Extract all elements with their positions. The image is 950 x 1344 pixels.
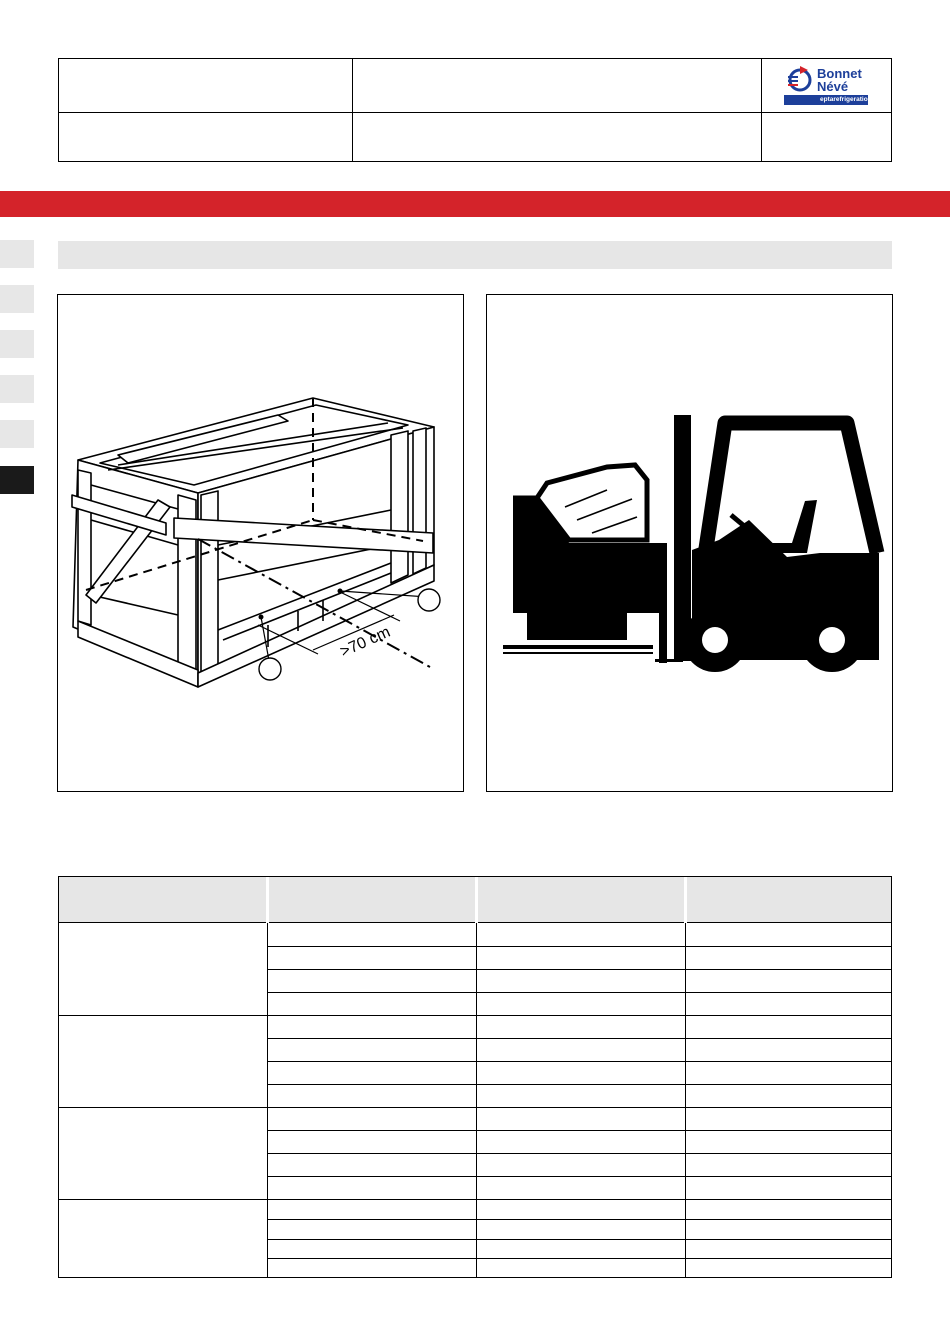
table-column-separator (476, 923, 477, 1277)
table-row (267, 1038, 891, 1039)
header-divider (352, 59, 353, 161)
side-tab[interactable] (0, 375, 34, 403)
pallet-line (503, 652, 653, 654)
lifting-point-marker (338, 589, 343, 594)
table-row (267, 1061, 891, 1062)
table-column-separator (685, 923, 686, 1277)
side-tab[interactable] (0, 240, 34, 268)
logo-brand-line1: Bonnet (817, 66, 862, 81)
table-header-separator (475, 877, 478, 923)
side-tab-active[interactable] (0, 466, 34, 494)
spec-table (58, 876, 892, 1278)
table-group-separator (59, 1107, 891, 1108)
table-row (267, 946, 891, 947)
table-row (267, 1176, 891, 1177)
section-title-bar (58, 241, 892, 269)
pallet-line (503, 645, 653, 649)
section-bar (0, 191, 950, 217)
table-header-separator (266, 877, 269, 923)
table-column-separator (267, 923, 268, 1277)
crate-illustration (58, 295, 463, 791)
logo-tagline: eptarefrigeration (820, 96, 872, 103)
table-row (267, 1258, 891, 1259)
document-header (58, 58, 892, 162)
lifting-point-marker (259, 615, 264, 620)
table-row (267, 992, 891, 993)
callout-circle (418, 589, 440, 611)
table-row (267, 1153, 891, 1154)
table-row (267, 969, 891, 970)
table-header-separator (684, 877, 687, 923)
header-divider (59, 112, 891, 113)
logo-brand-line2: Névé (817, 79, 849, 94)
crate-figure-panel (57, 294, 464, 792)
header-divider (761, 59, 762, 161)
side-tab[interactable] (0, 285, 34, 313)
table-group-separator (59, 1199, 891, 1200)
table-row (267, 1084, 891, 1085)
bonnet-neve-logo (784, 64, 872, 106)
logo-mark-icon (784, 64, 816, 94)
callout-circle (259, 658, 281, 680)
dimension-label: >70 cm (337, 623, 393, 661)
side-tab[interactable] (0, 330, 34, 358)
forklift-figure-panel (486, 294, 893, 792)
table-row (267, 1239, 891, 1240)
forklift-icon (655, 415, 879, 672)
display-cabinet-icon (513, 465, 659, 640)
forklift-illustration (487, 295, 892, 791)
table-group-separator (59, 1015, 891, 1016)
table-row (267, 1219, 891, 1220)
side-tab[interactable] (0, 420, 34, 448)
table-row (267, 1130, 891, 1131)
